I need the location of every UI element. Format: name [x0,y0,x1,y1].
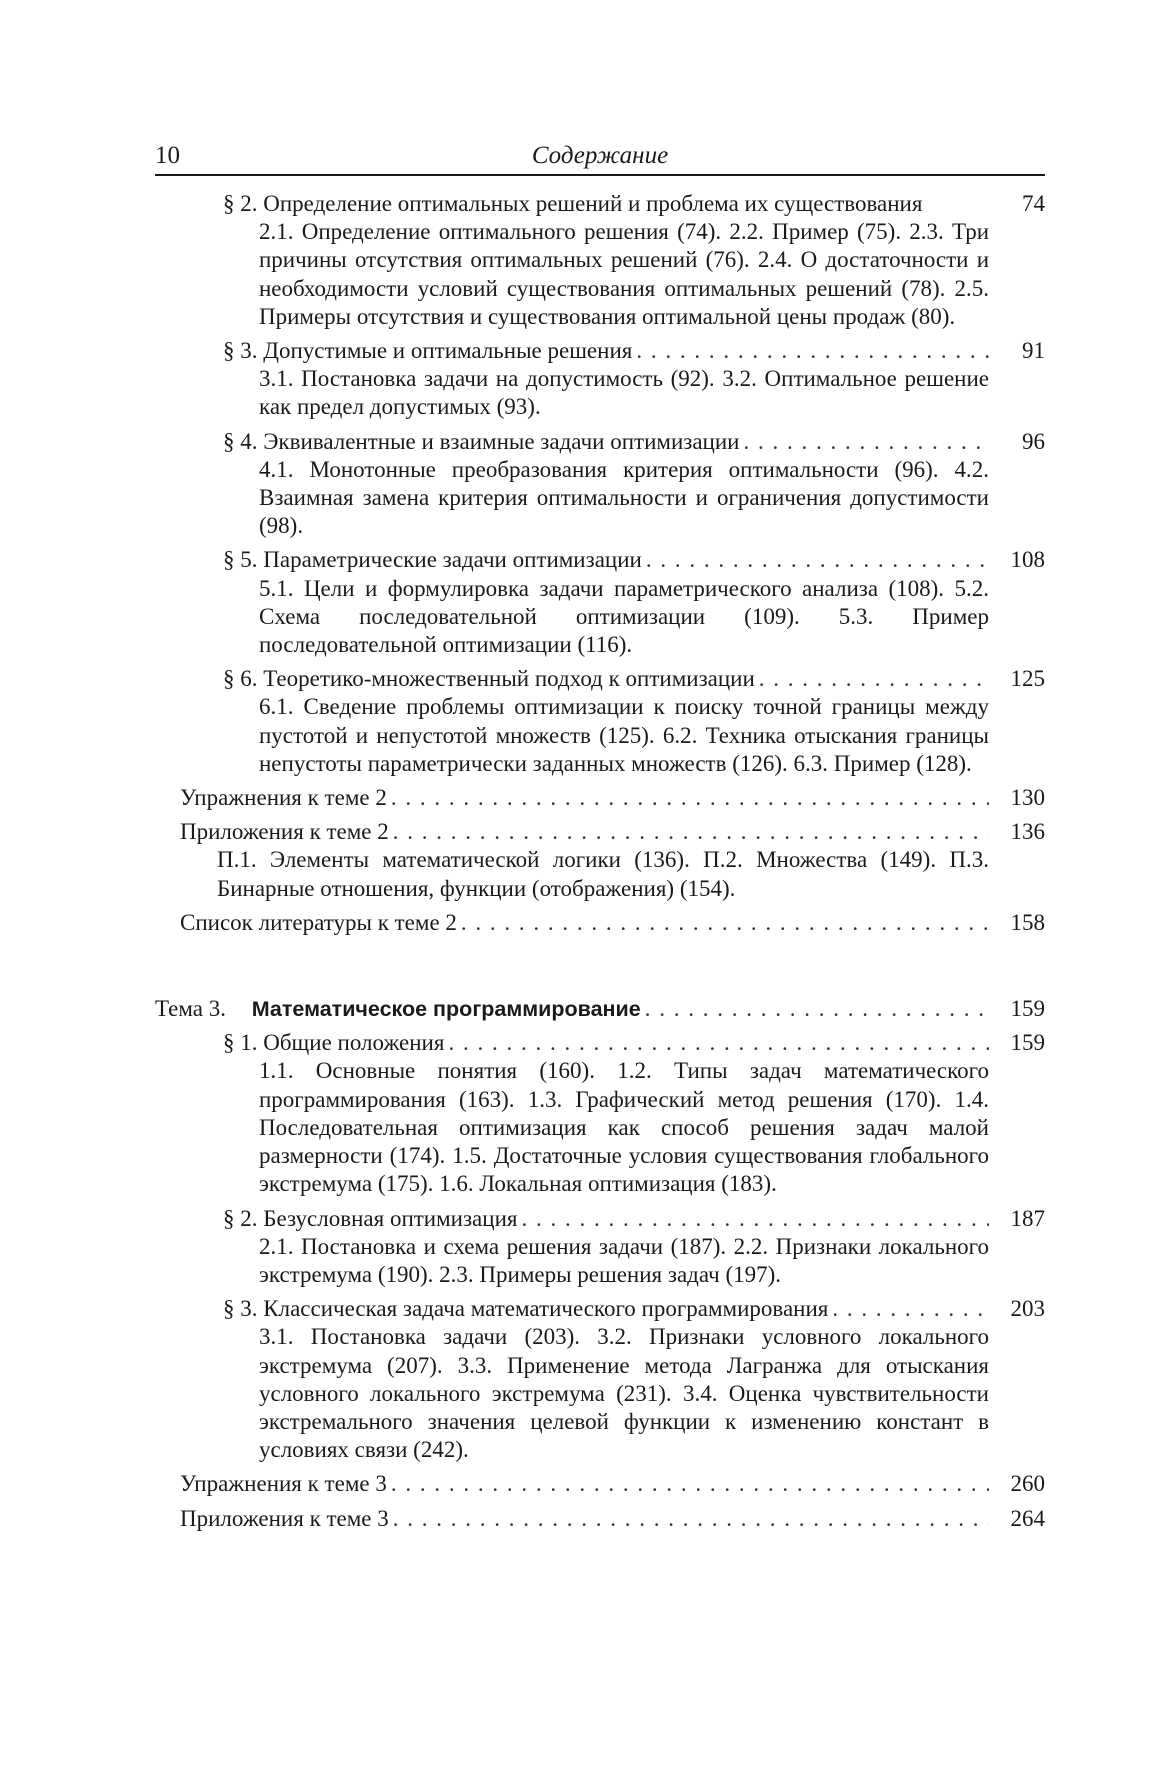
entry-page-number: 130 [1010,785,1045,811]
subsection-list: 6.1. Сведение проблемы оптимизации к поиску точной границы между пустотой и непустотой множеств (125). 6.2. Техника отыскания границы непустоты параметрически заданных множеств (126). 6.3. Пример (128). [259,694,989,776]
toc-section-entry [155,1029,1045,1198]
entry-title: § 6. Теоретико-множественный подход к оптимизации [223,666,755,692]
entry-page-number: 96 [1022,428,1045,454]
toc-section-entry [155,1205,1045,1290]
toc-entry [155,1505,1045,1533]
entry-title: § 4. Эквивалентные и взаимные задачи оптимизации [223,428,740,454]
toc-group-theme-3 [155,1029,1045,1532]
entry-page-number: 108 [1010,547,1045,573]
entry-page-number: 260 [1010,1471,1045,1497]
subsection-list: 1.1. Основные понятия (160). 1.2. Типы задач математического программирования (163). 1.3. Графический метод решения (170). 1.4. Последовательная оптимизация как способ решения задач малой размерности (174). 1.5. Достаточные условия существования глобального экстремума (175). 1.6. Локальная оптимизация (183). [259,1058,989,1197]
entry-title: Список литературы к теме 2 [180,909,457,935]
toc-page [155,140,1045,1539]
dot-leader [448,1029,989,1057]
subsection-list: П.1. Элементы математической логики (136). П.2. Множества (149). П.3. Бинарные отношения, функции (отображения) (154). [217,847,989,901]
entry-page-number: 159 [1010,1030,1045,1056]
header-title: Содержание [531,142,669,169]
entry-title: Приложения к теме 2 [180,819,389,845]
dot-leader [391,784,989,812]
entry-title: Упражнения к теме 3 [180,1471,387,1497]
entry-page-number: 264 [1010,1505,1045,1531]
entry-page-number: 158 [1010,909,1045,935]
toc-section-entry [155,665,1045,778]
toc-group-theme-2 [155,190,1045,937]
entry-title: § 5. Параметрические задачи оптимизации [223,547,642,573]
dot-leader [521,1205,989,1233]
dot-leader [393,1505,989,1533]
table-of-contents [155,190,1045,1533]
running-head [155,140,1045,176]
entry-title: Упражнения к теме 2 [180,785,387,811]
dot-leader [393,818,989,846]
entry-title: § 1. Общие положения [223,1030,445,1056]
subsection-list: 2.1. Определение оптимального решения (74). 2.2. Пример (75). 2.3. Три причины отсутствия оптимальных решений (76). 2.4. О достаточности и необходимости условий существования оптимальных решений (78). 2.5. Примеры отсутствия и существования оптимальной цены продаж (80). [259,219,989,329]
entry-title: Приложения к теме 3 [180,1505,389,1531]
entry-page-number: 187 [1010,1205,1045,1231]
entry-page-number: 136 [1010,819,1045,845]
toc-section-entry [155,337,1045,422]
subsection-list: 4.1. Монотонные преобразования критерия оптимальности (96). 4.2. Взаимная замена критерия оптимальности и ограничения допустимости (98). [259,456,989,539]
toc-entry [155,1470,1045,1498]
dot-leader [759,665,989,693]
toc-entry [155,818,1045,903]
theme-title: Математическое программирование [251,997,641,1022]
entry-title: § 2. Безусловная оптимизация [223,1205,518,1231]
theme-label: Тема 3. [155,996,226,1022]
theme-page: 159 [1010,996,1045,1022]
subsection-list: 3.1. Постановка задачи (203). 3.2. Признаки условного локального экстремума (207). 3.3. Применение метода Лагранжа для отыскания условного локального экстремума (231). 3.4. Оценка чувствительности экстремального значения целевой функции к изменению констант в условиях связи (242). [259,1324,989,1463]
toc-section-entry [155,190,1045,331]
dot-leader [743,428,989,456]
entry-page-number: 125 [1010,666,1045,692]
page-number: 10 [155,142,180,169]
subsection-list: 3.1. Постановка задачи на допустимость (92). 3.2. Оптимальное решение как предел допустимых (93). [259,366,989,420]
entry-page-number: 91 [1022,338,1045,364]
subsection-list: 2.1. Постановка и схема решения задачи (187). 2.2. Признаки локального экстремума (190). 2.3. Примеры решения задач (197). [259,1233,989,1287]
dot-leader [645,995,989,1023]
dot-leader [391,1470,989,1498]
dot-leader [832,1295,989,1323]
entry-page-number: 203 [1010,1296,1045,1322]
toc-entry [155,784,1045,812]
entry-title: § 3. Допустимые и оптимальные решения [223,338,633,364]
dot-leader [636,337,989,365]
toc-section-entry [155,546,1045,659]
toc-section-entry [155,428,1045,541]
dot-leader [646,546,989,574]
entry-title: § 2. Определение оптимальных решений и проблема их существования [223,191,923,216]
entry-title: § 3. Классическая задача математического программирования [223,1296,829,1322]
subsection-list: 5.1. Цели и формулировка задачи параметрического анализа (108). 5.2. Схема последовательной оптимизации (109). 5.3. Пример последовательной оптимизации (116). [259,575,989,658]
theme-heading [155,995,1045,1023]
toc-section-entry [155,1295,1045,1464]
dot-leader [461,909,989,937]
toc-entry [155,909,1045,937]
entry-page-number: 74 [1022,191,1045,216]
